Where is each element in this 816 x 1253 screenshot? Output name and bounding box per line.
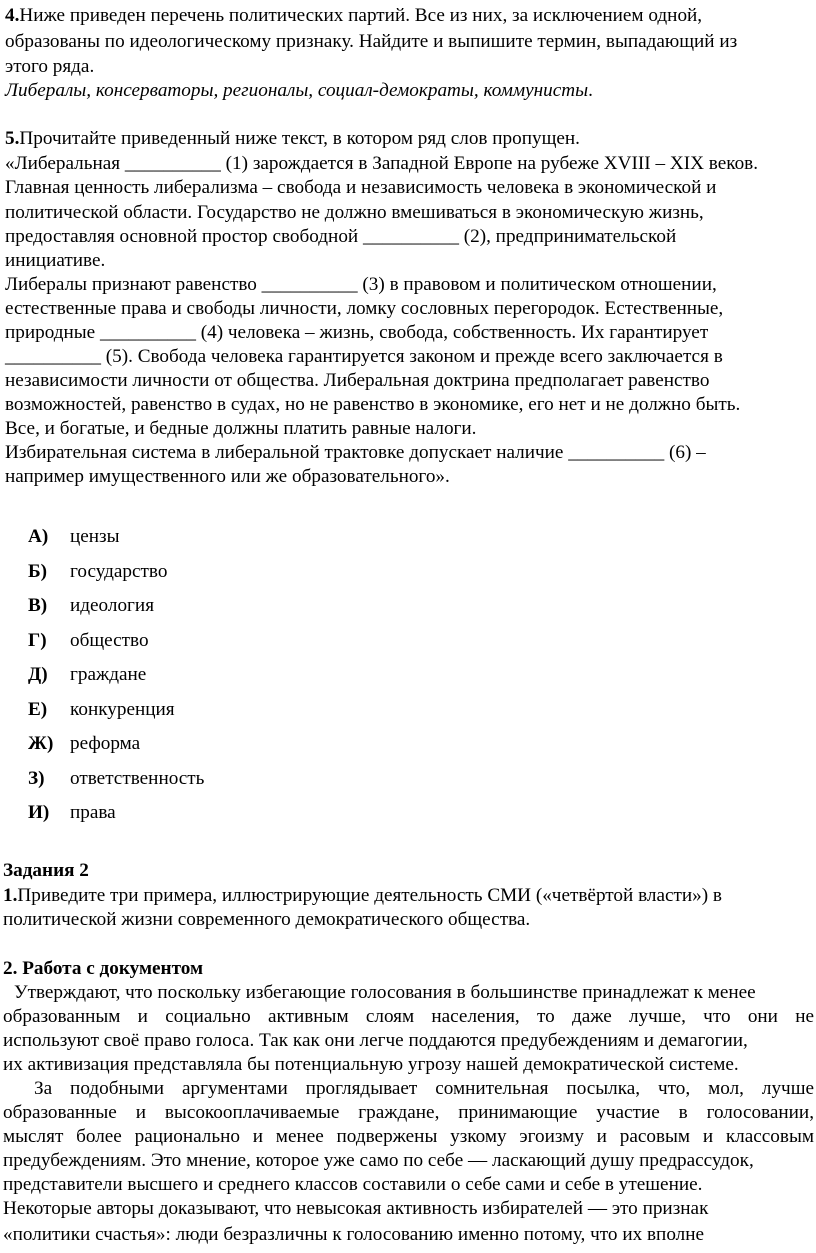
- doc-line-11: «политики счастья»: люди безразличны к голосованию именно потому, что их вполне: [3, 1224, 705, 1245]
- task5-line-2: Главная ценность либерализма – свобода и независимость человека в экономической и: [5, 177, 717, 198]
- option-a-key: А): [28, 526, 49, 547]
- option-z-key: З): [28, 768, 45, 789]
- task5-intro: [5, 127, 580, 151]
- option-d-value: граждане: [70, 664, 147, 685]
- task4-text-1: Ниже приведен перечень политических партий. Все из них, за исключением одной,: [19, 5, 703, 26]
- option-b-value: государство: [70, 561, 168, 582]
- task5-line-7: естественные права и свободы личности, ломку сословных перегородок. Естественные,: [5, 298, 724, 319]
- option-v-key: В): [28, 595, 48, 616]
- option-zh-value: реформа: [70, 733, 141, 754]
- doc-line-3: используют своё право голоса. Так как они легче поддаются предубеждениям и демагогии,: [3, 1030, 748, 1051]
- option-z-value: ответственность: [70, 768, 205, 789]
- task5-line-13: Избирательная система в либеральной трактовке допускает наличие __________ (6) –: [5, 442, 706, 463]
- task5-line-4: предоставляя основной простор свободной __________ (2), предпринимательской: [5, 226, 677, 247]
- task5-intro-text: Прочитайте приведенный ниже текст, в котором ряд слов пропущен.: [19, 128, 580, 149]
- section2-title: Задания 2: [3, 860, 89, 881]
- option-i: [28, 801, 116, 825]
- option-i-value: права: [70, 802, 116, 823]
- task5-line-11: возможностей, равенство в судах, но не равенство в экономике, его нет и не должно быть.: [5, 394, 741, 415]
- doc-line-8: предубеждениям. Это мнение, которое уже само по себе — ласкающий душу предрассудок,: [3, 1150, 754, 1171]
- doc-line-4: их активизация представляла бы потенциальную угрозу нашей демократической системе.: [3, 1054, 739, 1075]
- option-e-key: Е): [28, 699, 48, 720]
- task5-line-5: инициативе.: [5, 250, 106, 271]
- task5-number: 5.: [5, 128, 20, 149]
- option-g-value: общество: [70, 630, 149, 651]
- task5-line-9: __________ (5). Свобода человека гарантируется законом и прежде всего заключается в: [5, 346, 723, 367]
- doc-line-6: образованные и высокооплачиваемые граждане, принимающие участие в голосовании,: [3, 1102, 814, 1123]
- task5-line-8: природные __________ (4) человека – жизнь, свобода, собственность. Их гарантирует: [5, 322, 709, 343]
- task4-party-list: [5, 79, 593, 103]
- section2-q1-line-1: [3, 884, 722, 908]
- task5-line-14: например имущественного или же образовательного».: [5, 466, 450, 487]
- option-g: [28, 629, 149, 653]
- option-zh: [28, 732, 140, 756]
- task5-line-12: Все, и богатые, и бедные должны платить равные налоги.: [5, 418, 477, 439]
- section2-q1-text-1: Приведите три примера, иллюстрирующие деятельность СМИ («четвёртой власти») в: [17, 885, 722, 906]
- task4-list-end: .: [588, 80, 593, 101]
- task4-line-2: образованы по идеологическому признаку. Найдите и выпишите термин, выпадающий из: [5, 31, 738, 52]
- doc-line-1: Утверждают, что поскольку избегающие голосования в большинстве принадлежат к менее: [14, 982, 756, 1003]
- doc-line-2: образованным и социально активным слоям населения, то даже лучше, что они не: [3, 1006, 814, 1027]
- doc-line-7: мыслят более рационально и менее подвержены узкому эгоизму и расовым и классовым: [3, 1126, 814, 1147]
- task5-line-3: политической области. Государство не должно вмешиваться в экономическую жизнь,: [5, 202, 704, 223]
- option-g-key: Г): [28, 630, 47, 651]
- option-d-key: Д): [28, 664, 48, 685]
- option-z: [28, 767, 204, 791]
- section2-q2-title: 2. Работа с документом: [3, 958, 204, 979]
- option-a-value: цензы: [70, 526, 120, 547]
- option-e-value: конкуренция: [70, 699, 175, 720]
- option-b-key: Б): [28, 561, 48, 582]
- section2-q1-number: 1.: [3, 885, 18, 906]
- task4-list-text: Либералы, консерваторы, регионалы, социал-демократы, коммунисты: [5, 80, 589, 101]
- doc-line-10: Некоторые авторы доказывают, что невысокая активность избирателей — это признак: [3, 1198, 709, 1219]
- option-v-value: идеология: [70, 595, 155, 616]
- option-a: [28, 525, 120, 549]
- option-d: [28, 663, 146, 687]
- task5-line-6: Либералы признают равенство __________ (3) в правовом и политическом отношении,: [5, 274, 717, 295]
- section2-q1-line-2: политической жизни современного демократического общества.: [3, 909, 531, 930]
- option-e: [28, 698, 175, 722]
- task4-number: 4.: [5, 5, 20, 26]
- option-zh-key: Ж): [28, 733, 54, 754]
- doc-line-9: представители высшего и среднего классов составили о себе сами и себе в утешение.: [3, 1174, 703, 1195]
- option-b: [28, 560, 167, 584]
- option-i-key: И): [28, 802, 50, 823]
- option-v: [28, 594, 154, 618]
- task4-line-3: этого ряда.: [5, 56, 95, 77]
- task5-line-10: независимости личности от общества. Либеральная доктрина предполагает равенство: [5, 370, 710, 391]
- doc-line-5: За подобными аргументами проглядывает сомнительная посылка, что, мол, лучше: [34, 1078, 814, 1099]
- task5-line-1: «Либеральная __________ (1) зарождается в Западной Европе на рубеже XVIII – XIX веков.: [5, 153, 759, 174]
- task4-line-1: [5, 4, 702, 28]
